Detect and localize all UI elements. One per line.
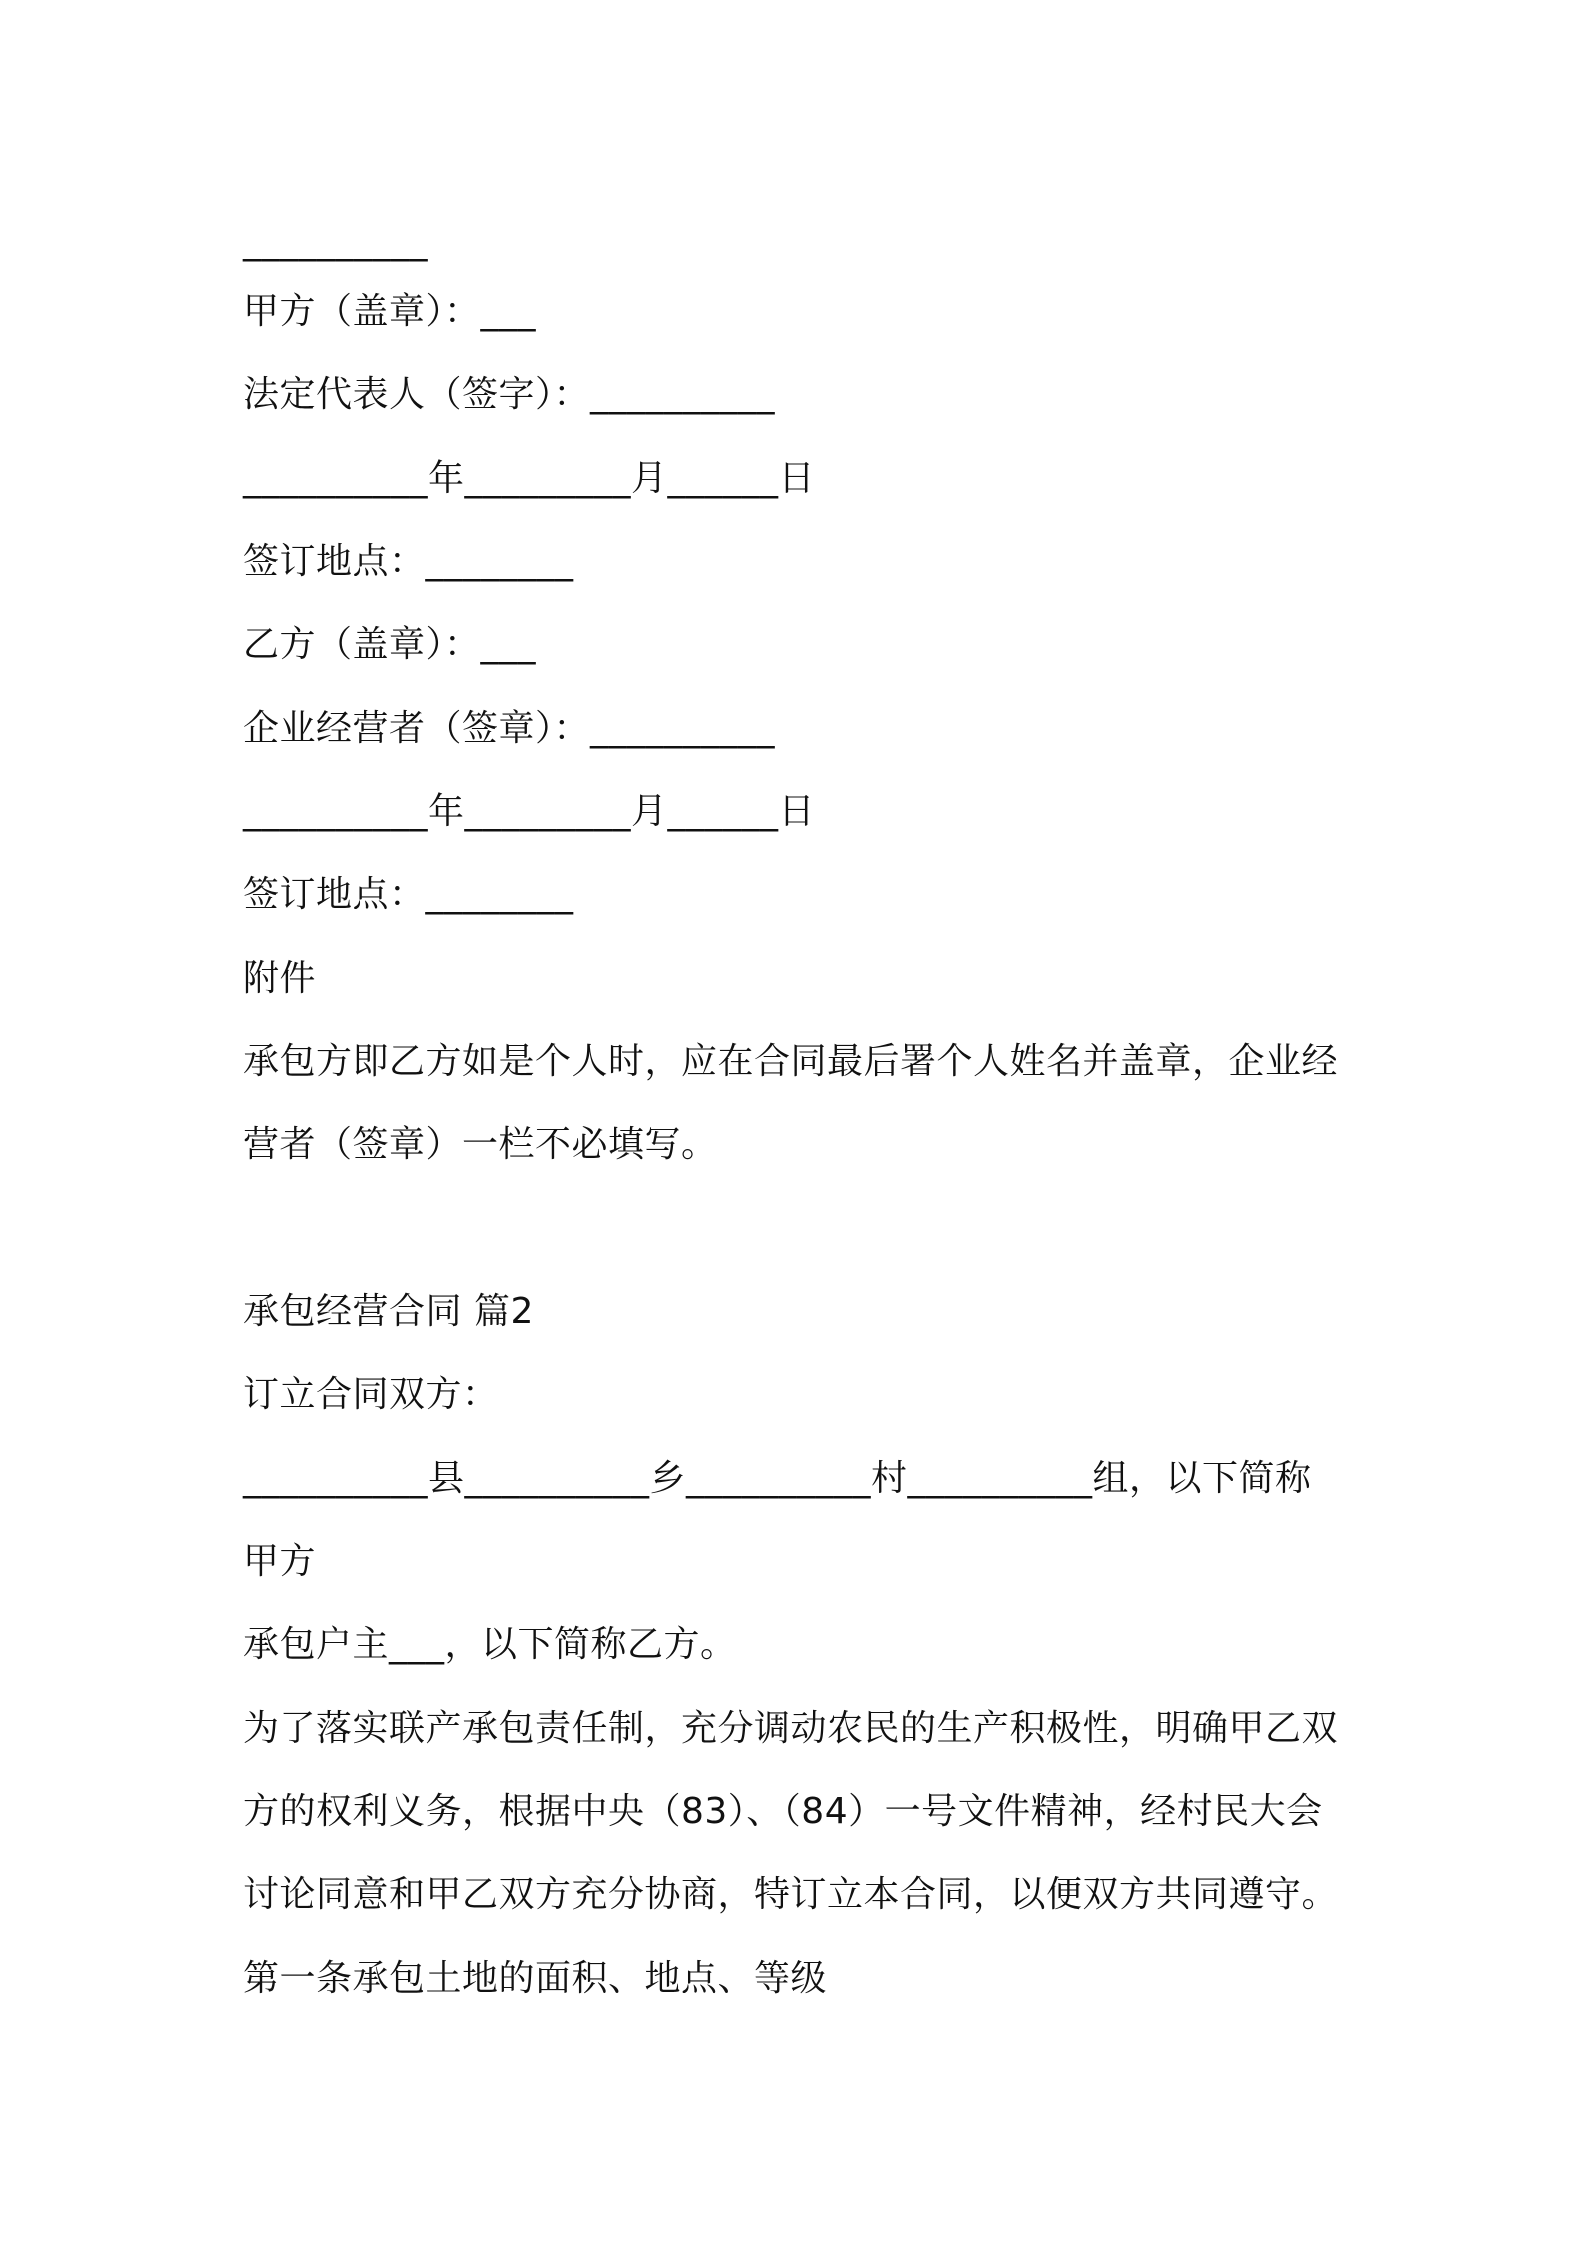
appendix-heading: 附件 [243,958,317,999]
appendix-note-line-1: 承包方即乙方如是个人时，应在合同最后署个人姓名并盖章，企业经 [243,1041,1339,1082]
party-b-seal-line: 乙方（盖章）：___ [243,624,537,665]
preamble-line-1: 为了落实联产承包责任制，充分调动农民的生产积极性，明确甲乙双 [243,1708,1339,1749]
party-b-place-line: 签订地点：________ [243,874,574,915]
party-a-date-line: __________年_________月______日 [243,458,815,499]
party-a-place-line: 签订地点：________ [243,541,574,582]
signature-blank-line: __________ [243,221,428,262]
contract-2-title: 承包经营合同 篇2 [243,1291,534,1332]
party-a-label: 甲方 [243,1541,317,1582]
party-b-date-line: __________年_________月______日 [243,791,815,832]
party-b-householder-line: 承包户主___，以下简称乙方。 [243,1624,737,1665]
appendix-note-line-2: 营者（签章）一栏不必填写。 [243,1124,718,1165]
party-a-address-line: __________县__________乡__________村__________组，以下简称 [243,1458,1312,1499]
parties-heading: 订立合同双方： [243,1374,499,1415]
operator-signature-line: 企业经营者（签章）：__________ [243,708,776,749]
article-1-heading: 第一条承包土地的面积、地点、等级 [243,1958,828,1999]
legal-rep-signature-line: 法定代表人（签字）：__________ [243,374,776,415]
party-a-seal-line: 甲方（盖章）：___ [243,291,537,332]
preamble-line-2: 方的权利义务，根据中央（83）、（84）一号文件精神，经村民大会 [243,1791,1323,1832]
preamble-line-3: 讨论同意和甲乙双方充分协商，特订立本合同，以便双方共同遵守。 [243,1874,1339,1915]
